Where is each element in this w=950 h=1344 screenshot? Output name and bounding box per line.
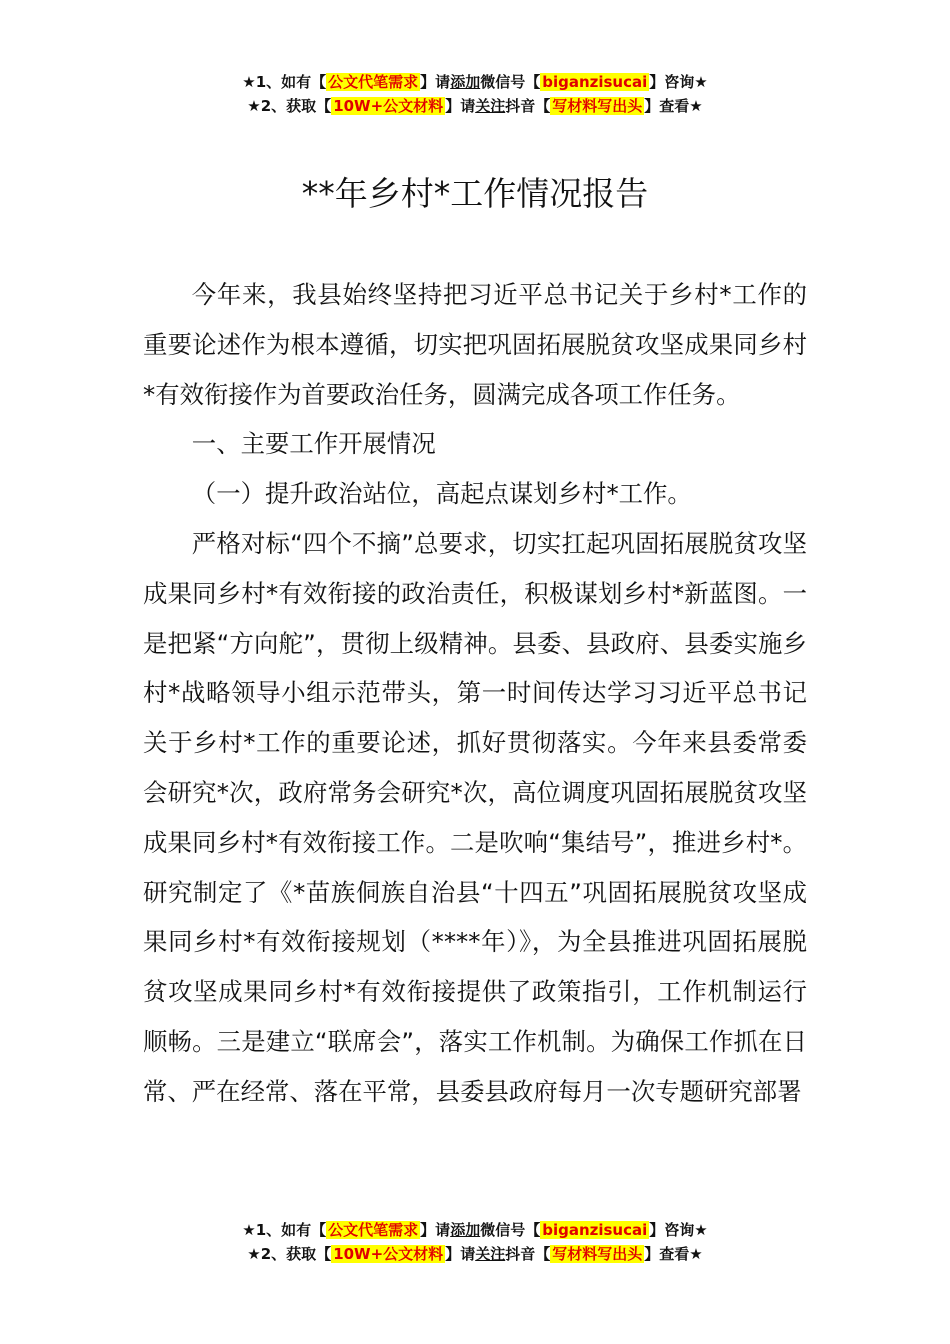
promo-text: 】请 <box>445 97 476 115</box>
promo-line-1 <box>0 70 950 94</box>
promo-highlight: 公文代笔需求 <box>328 1221 419 1239</box>
promo-text: 】查看★ <box>644 1245 703 1263</box>
promo-highlight: 10W+公文材料 <box>333 1245 444 1263</box>
promo-text: 】咨询★ <box>649 73 708 91</box>
document-title: **年乡村*工作情况报告 <box>301 174 649 213</box>
promo-highlight: 公文代笔需求 <box>328 73 419 91</box>
promo-line-1 <box>0 1218 950 1242</box>
promo-text: ★2、获取【 <box>247 97 332 115</box>
promo-text: 抖音【 <box>505 1245 551 1263</box>
promo-underline: 关注 <box>475 1245 506 1263</box>
promo-highlight: 写材料写出头 <box>552 97 643 115</box>
promo-highlight: biganzisucai <box>542 73 648 91</box>
subsection-heading: （一）提升政治站位，高起点谋划乡村*工作。 <box>191 479 692 509</box>
promo-highlight: 写材料写出头 <box>552 1245 643 1263</box>
section-heading: 一、主要工作开展情况 <box>191 429 436 459</box>
body-paragraph: 严格对标“四个不摘”总要求，切实扛起巩固拓展脱贫攻坚成果同乡村*有效衔接的政治责任，积极谋划乡村*新蓝图。一是把紧“方向舵”，贯彻上级精神。县委、县政府、县委实施乡村*战略领导小组示范带头，第一时间传达学习习近平总书记关于乡村*工作的重要论述，抓好贯彻落实。今年来县委常委会研究*次，政府常务会研究*次，高位调度巩固拓展脱贫攻坚成果同乡村*有效衔接工作。二是吹响“集结号”，推进乡村*。研究制定了《*苗族侗族自治县“十四五”巩固拓展脱贫攻坚成果同乡村*有效衔接规划（****年）》，为全县推进巩固拓展脱贫攻坚成果同乡村*有效衔接提供了政策指引，工作机制运行顺畅。三是建立“联席会”，落实工作机制。为确保工作抓在日常、严在经常、落在平常，县委县政府每月一次专题研究部署 <box>143 528 807 1106</box>
promo-text: 微信号【 <box>480 73 541 91</box>
promo-line-2 <box>0 1242 950 1266</box>
promo-text: ★1、如有【 <box>242 1221 327 1239</box>
promo-underline: 关注 <box>475 97 506 115</box>
promo-highlight: 10W+公文材料 <box>333 97 444 115</box>
promo-text: 】请 <box>420 1221 451 1239</box>
promo-text: 】咨询★ <box>649 1221 708 1239</box>
promo-text: ★1、如有【 <box>242 73 327 91</box>
promo-underline: 添加 <box>450 1221 481 1239</box>
promo-line-2 <box>0 94 950 118</box>
promo-text: 抖音【 <box>505 97 551 115</box>
promo-underline: 添加 <box>450 73 481 91</box>
document-body <box>143 270 807 1117</box>
body-paragraph: 今年来，我县始终坚持把习近平总书记关于乡村*工作的重要论述作为根本遵循，切实把巩固拓展脱贫攻坚成果同乡村*有效衔接作为首要政治任务，圆满完成各项工作任务。 <box>143 280 807 409</box>
footer-promo-banner <box>0 1218 950 1266</box>
promo-text: 】请 <box>445 1245 476 1263</box>
promo-text: ★2、获取【 <box>247 1245 332 1263</box>
promo-text: 微信号【 <box>480 1221 541 1239</box>
header-promo-banner <box>0 70 950 118</box>
promo-text: 】查看★ <box>644 97 703 115</box>
promo-highlight: biganzisucai <box>542 1221 648 1239</box>
promo-text: 】请 <box>420 73 451 91</box>
